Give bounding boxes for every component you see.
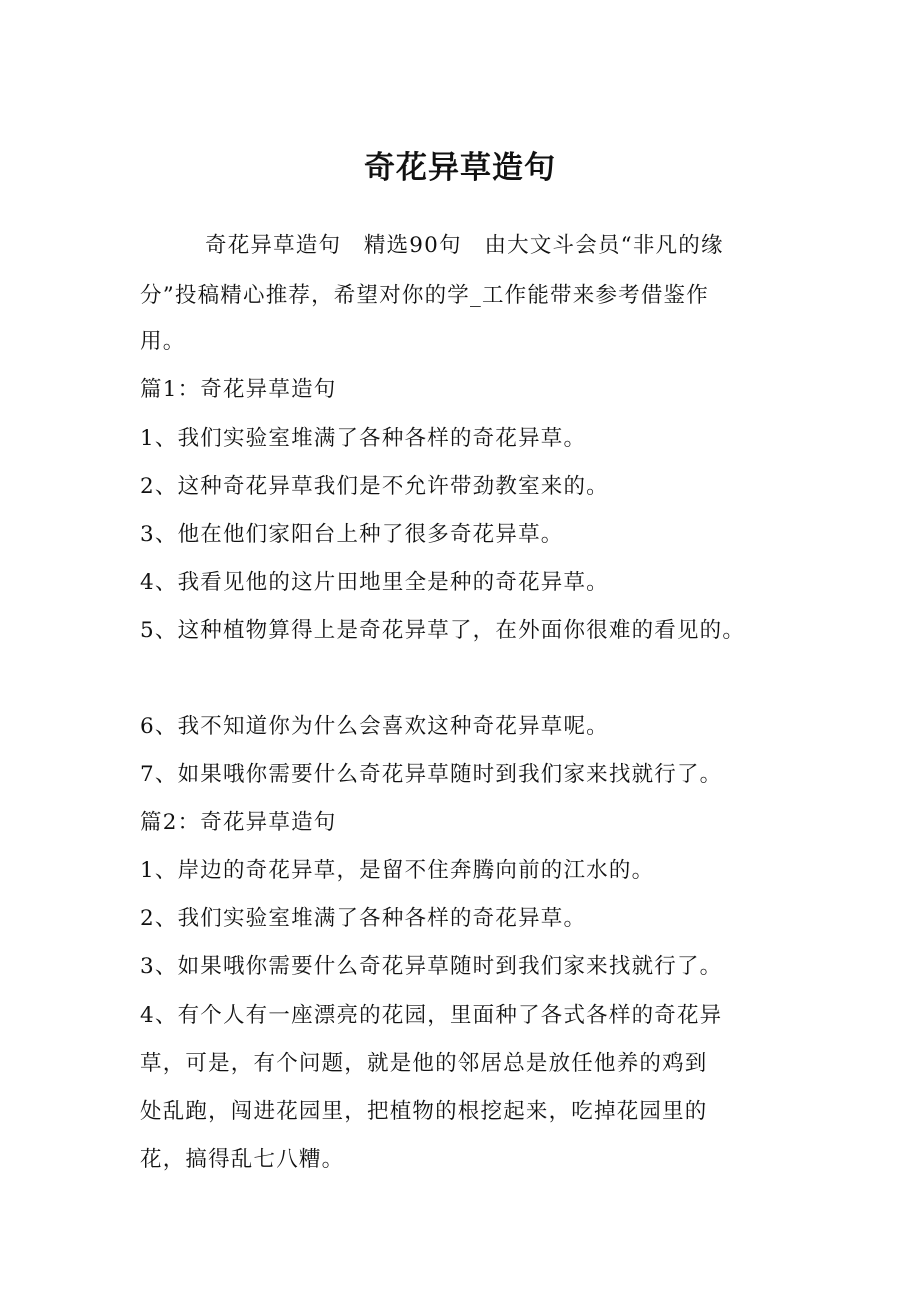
sentence-item: 1、我们实验室堆满了各种各样的奇花异草。 (140, 426, 587, 451)
sentence-item: 5、这种植物算得上是奇花异草了，在外面你很难的看见的。 (140, 618, 746, 643)
intro-line: 奇花异草造句 精选90句 由大文斗会员“非凡的缘 (205, 233, 724, 258)
sentence-item: 1、岸边的奇花异草，是留不住奔腾向前的江水的。 (140, 858, 655, 883)
sentence-item: 7、如果哦你需要什么奇花异草随时到我们家来找就行了。 (140, 762, 723, 787)
sentence-item: 草，可是，有个问题，就是他的邻居总是放任他养的鸡到 (140, 1051, 708, 1076)
sentence-item: 2、这种奇花异草我们是不允许带劲教室来的。 (140, 474, 609, 499)
sentence-item: 3、如果哦你需要什么奇花异草随时到我们家来找就行了。 (140, 954, 723, 979)
sentence-item: 3、他在他们家阳台上种了很多奇花异草。 (140, 522, 564, 547)
section-heading: 篇2：奇花异草造句 (140, 810, 337, 835)
sentence-item: 花，搞得乱七八糟。 (140, 1147, 345, 1172)
sentence-item: 4、我看见他的这片田地里全是种的奇花异草。 (140, 570, 609, 595)
sentence-item: 2、我们实验室堆满了各种各样的奇花异草。 (140, 906, 587, 931)
intro-line: 分”投稿精心推荐，希望对你的学_工作能带来参考借鉴作 (140, 283, 709, 308)
page-title: 奇花异草造句 (364, 150, 556, 186)
intro-line: 用。 (140, 329, 186, 354)
sentence-item: 4、有个人有一座漂亮的花园，里面种了各式各样的奇花异 (140, 1003, 723, 1028)
section-heading: 篇1：奇花异草造句 (140, 377, 337, 402)
sentence-item: 处乱跑，闯进花园里，把植物的根挖起来，吃掉花园里的 (140, 1099, 708, 1124)
sentence-item: 6、我不知道你为什么会喜欢这种奇花异草呢。 (140, 714, 609, 739)
